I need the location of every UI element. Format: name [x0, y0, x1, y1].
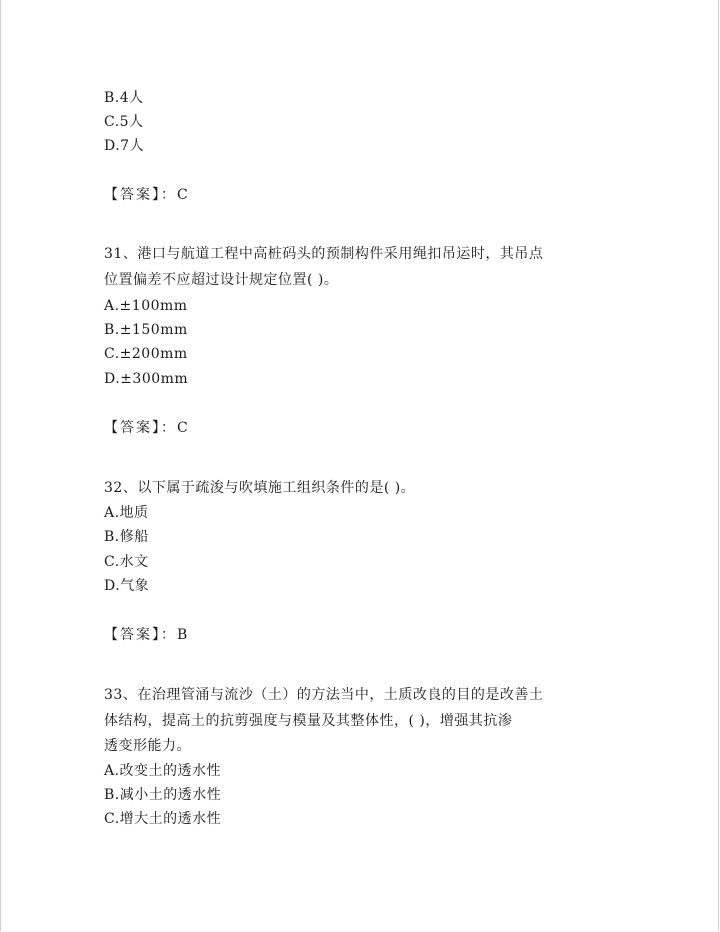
q31-answer: 【答案】：C [104, 420, 190, 436]
q31-stem-line-1: 31、港口与航道工程中高桩码头的预制构件采用绳扣吊运时，其吊点 [104, 246, 544, 262]
q31-option-a: A.±100mm [104, 298, 188, 314]
q30-option-d: D.7人 [104, 138, 145, 154]
q32-option-b: B.修船 [104, 529, 149, 545]
q30-option-c: C.5人 [104, 114, 144, 130]
q33-stem-line-1: 33、在治理管涌与流沙（土）的方法当中，土质改良的目的是改善土 [104, 687, 544, 703]
q33-stem-line-2: 体结构，提高土的抗剪强度与模量及其整体性，( )，增强其抗渗 [104, 713, 513, 729]
q32-option-d: D.气象 [104, 578, 150, 594]
q30-answer: 【答案】：C [104, 187, 190, 203]
q33-stem-line-3: 透变形能力。 [104, 738, 191, 754]
q32-option-a: A.地质 [104, 505, 149, 521]
q31-option-d: D.±300mm [104, 371, 189, 387]
q30-option-b: B.4人 [104, 90, 144, 106]
q31-option-c: C.±200mm [104, 346, 188, 362]
q32-answer: 【答案】：B [104, 627, 190, 643]
q33-option-a: A.改变土的透水性 [104, 763, 222, 779]
q31-stem-line-2: 位置偏差不应超过设计规定位置( )。 [104, 272, 339, 288]
q32-stem-line-1: 32、以下属于疏浚与吹填施工组织条件的是( )。 [104, 480, 416, 496]
q33-option-b: B.减小土的透水性 [104, 787, 222, 803]
q33-option-c: C.增大土的透水性 [104, 811, 222, 827]
q31-option-b: B.±150mm [104, 322, 188, 338]
q32-option-c: C.水文 [104, 554, 149, 570]
